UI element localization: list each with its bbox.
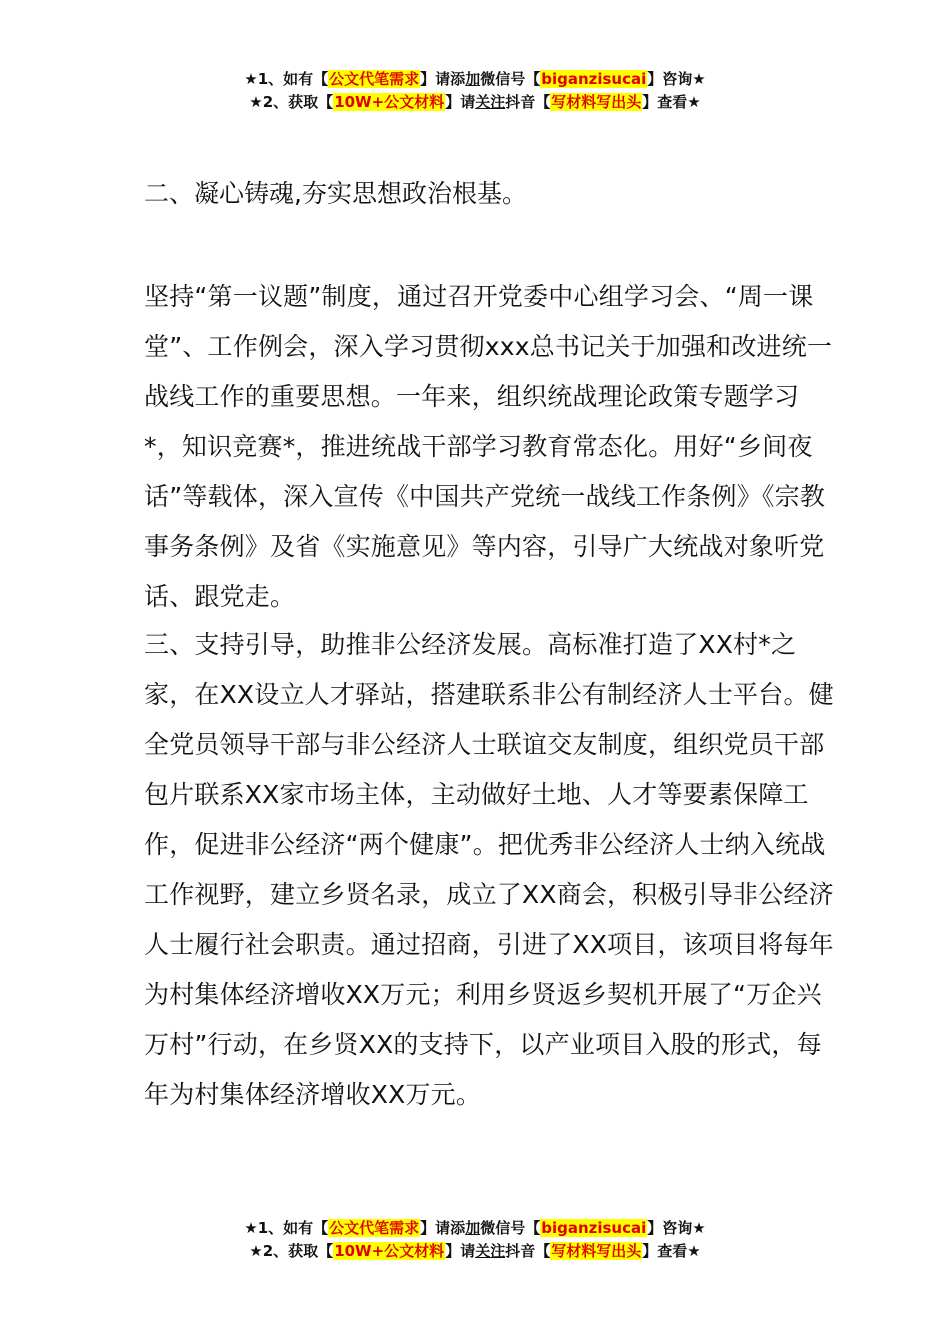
promo-douyin-id: 写材料写出头 bbox=[551, 93, 642, 111]
footer-promo-banner bbox=[0, 1217, 950, 1263]
promo-text: 抖音【 bbox=[505, 1242, 551, 1260]
promo-text: ★2、获取【 bbox=[249, 93, 334, 111]
promo-text: ★2、获取【 bbox=[249, 1242, 334, 1260]
promo-text: 】咨询★ bbox=[647, 70, 706, 88]
promo-line-1 bbox=[0, 1217, 950, 1240]
promo-line-2 bbox=[0, 1240, 950, 1263]
promo-douyin-id: 写材料写出头 bbox=[551, 1242, 642, 1260]
section-heading: 二、凝心铸魂,夯实思想政治根基。 bbox=[144, 179, 527, 208]
promo-wechat-id: biganzisucai bbox=[541, 70, 647, 88]
promo-highlight: 公文代笔需求 bbox=[329, 70, 420, 88]
promo-underline: 加 bbox=[465, 1219, 481, 1237]
paragraph-study: 坚持“第一议题”制度，通过召开党委中心组学习会、“周一课堂”、工作例会，深入学习贯彻xxx总书记关于加强和改进统一战线工作的重要思想。一年来，组织统战理论政策专题学习*，知识竞赛*，推进统战干部学习教育常态化。用好“乡间夜话”等载体，深入宣传《中国共产党统一战线工作条例》《宗教事务条例》及省《实施意见》等内容，引导广大统战对象听党话、跟党走。 bbox=[144, 282, 833, 611]
promo-text: 】请 bbox=[445, 1242, 476, 1260]
promo-text: 】查看★ bbox=[642, 93, 701, 111]
promo-underline: 关注 bbox=[475, 93, 506, 111]
promo-underline: 关注 bbox=[475, 1242, 506, 1260]
header-promo-banner bbox=[0, 68, 950, 114]
paragraph-economy: 三、支持引导，助推非公经济发展。高标准打造了XX村*之家，在XX设立人才驿站，搭建联系非公有制经济人士平台。健全党员领导干部与非公经济人士联谊交友制度，组织党员干部包片联系XX家市场主体，主动做好土地、人才等要素保障工作，促进非公经济“两个健康”。把优秀非公经济人士纳入统战工作视野，建立乡贤名录，成立了XX商会，积极引导非公经济人士履行社会职责。通过招商，引进了XX项目，该项目将每年为村集体经济增收XX万元；利用乡贤返乡契机开展了“万企兴万村”行动，在乡贤XX的支持下，以产业项目入股的形式，每年为村集体经济增收XX万元。 bbox=[144, 630, 834, 1109]
promo-line-2 bbox=[0, 91, 950, 114]
promo-text: 抖音【 bbox=[505, 93, 551, 111]
promo-wechat-id: biganzisucai bbox=[541, 1219, 647, 1237]
promo-text: ★1、如有【 bbox=[244, 70, 329, 88]
promo-text: ★1、如有【 bbox=[244, 1219, 329, 1237]
promo-highlight: 公文代笔需求 bbox=[329, 1219, 420, 1237]
promo-highlight: 10W+公文材料 bbox=[334, 1242, 445, 1260]
promo-text: 微信号【 bbox=[480, 70, 541, 88]
promo-text: 】请添 bbox=[420, 70, 466, 88]
promo-text: 】咨询★ bbox=[647, 1219, 706, 1237]
promo-line-1 bbox=[0, 68, 950, 91]
promo-text: 微信号【 bbox=[480, 1219, 541, 1237]
promo-highlight: 10W+公文材料 bbox=[334, 93, 445, 111]
promo-text: 】请 bbox=[445, 93, 476, 111]
promo-text: 】请添 bbox=[420, 1219, 466, 1237]
promo-underline: 加 bbox=[465, 70, 481, 88]
promo-text: 】查看★ bbox=[642, 1242, 701, 1260]
